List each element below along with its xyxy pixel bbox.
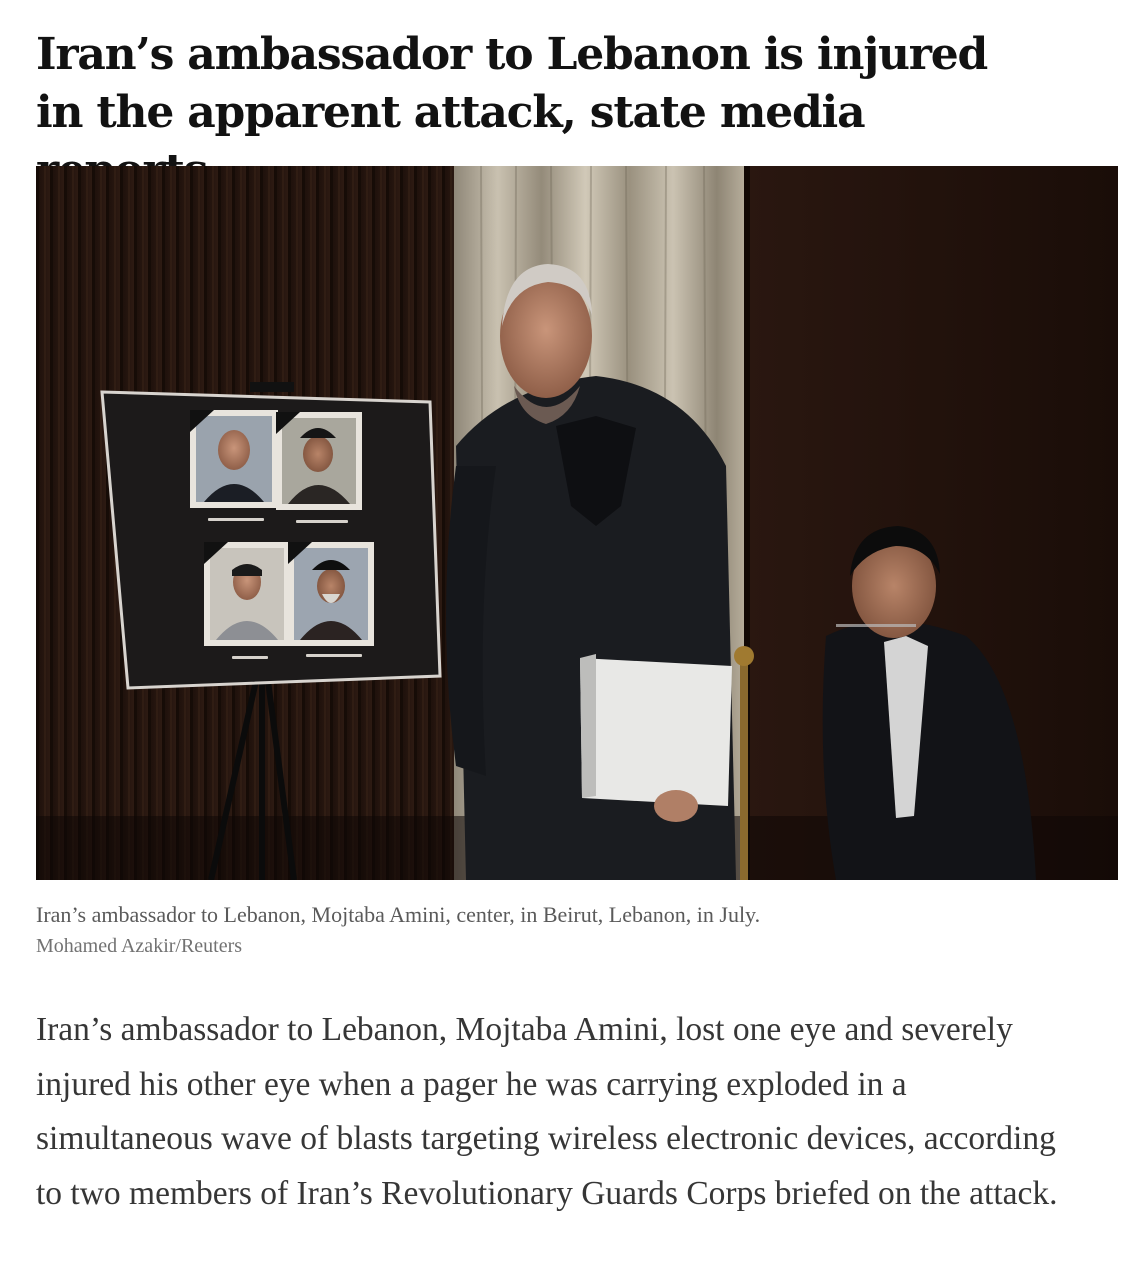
article-photo: [36, 166, 1118, 880]
article-paragraph: Iran’s ambassador to Lebanon, Mojtaba Amini, lost one eye and severely injured his other eye when a pager he was carrying exploded in a simultaneous wave of blasts targeting wireless electronic devices, according to two members of Iran’s Revolutionary Guards Corps briefed on the attack.: [36, 1011, 1058, 1212]
article-headline: Iran’s ambassador to Lebanon is injured in the apparent attack, state media: [36, 29, 988, 138]
memorial-board: [102, 392, 440, 688]
article: [36, 0, 1118, 1212]
photo-caption-block: [36, 899, 1118, 961]
easel-clip: [250, 382, 294, 392]
photo-caption: Iran’s ambassador to Lebanon, Mojtaba Amini, center, in Beirut, Lebanon, in July.: [36, 902, 761, 927]
photo-credit: Mohamed Azakir/Reuters: [36, 935, 243, 957]
photo-illustration: [36, 166, 1118, 880]
